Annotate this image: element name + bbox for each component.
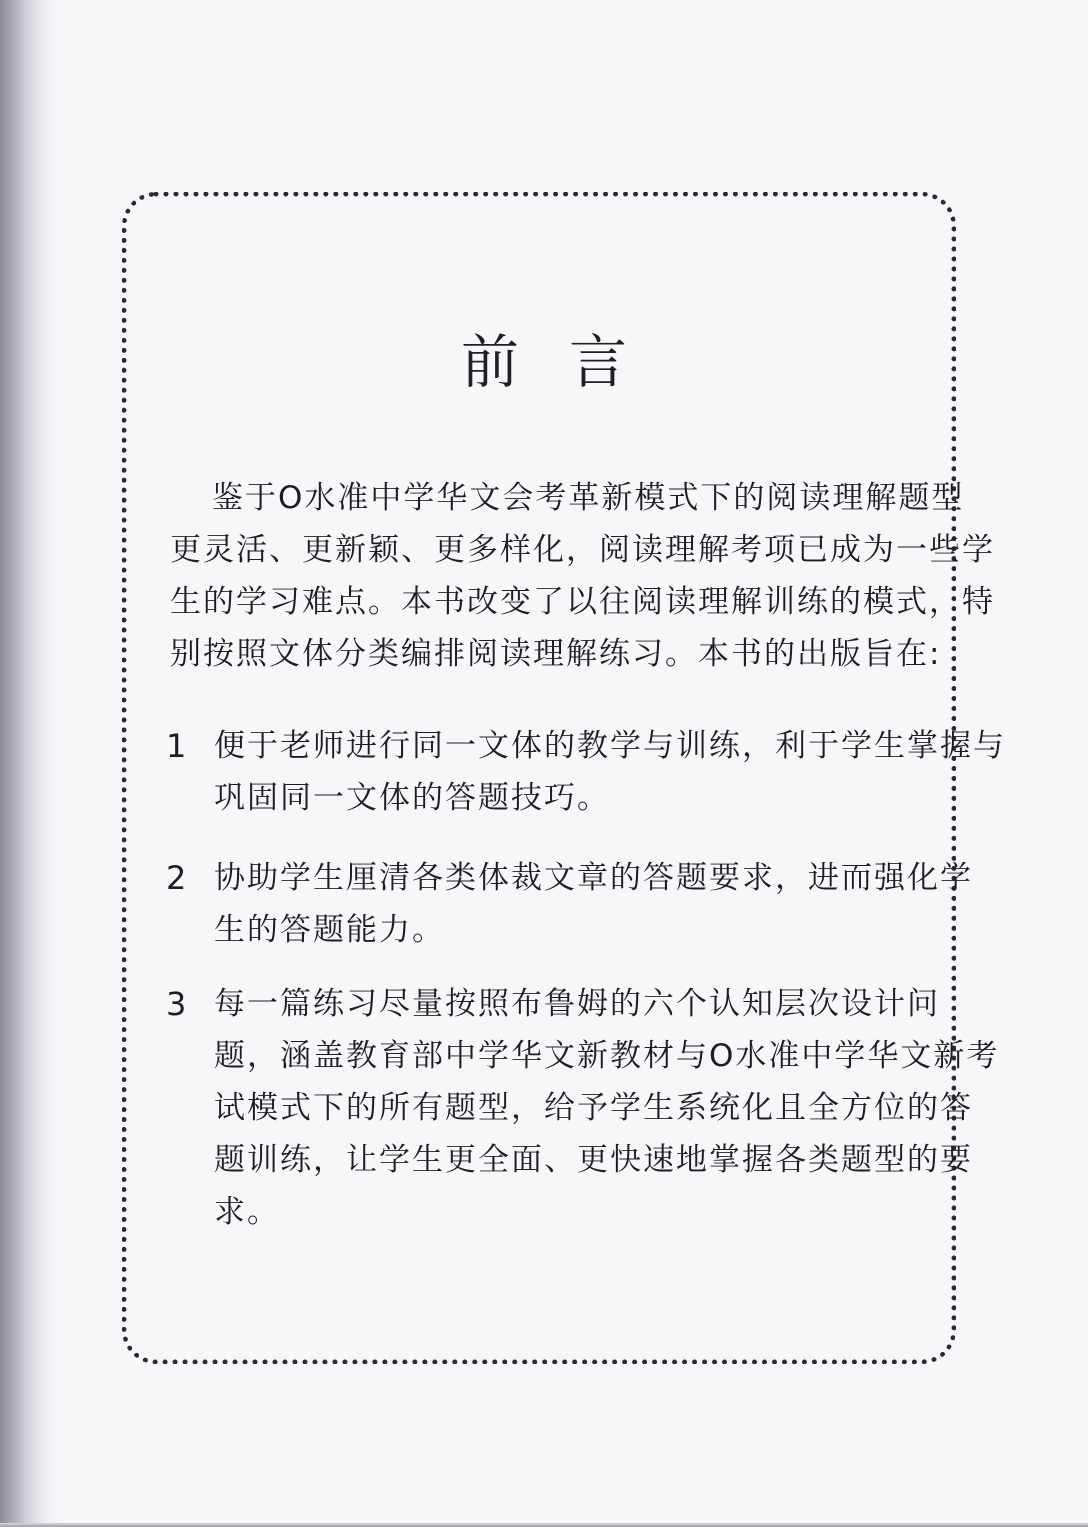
item-line: 便于老师进行同一文体的教学与训练，利于学生掌握与 <box>214 728 1006 764</box>
intro-line: 生的学习难点。本书改变了以往阅读理解训练的模式，特 <box>170 584 995 620</box>
intro-line: 别按照文体分类编排阅读理解练习。本书的出版旨在: <box>170 636 942 672</box>
item-line: 生的答题能力。 <box>214 912 445 948</box>
intro-line: 鉴于O水准中学华文会考革新模式下的阅读理解题型 <box>212 480 965 516</box>
item-text <box>214 720 1006 824</box>
intro-line: 更灵活、更新颖、更多样化，阅读理解考项已成为一些学 <box>170 532 995 568</box>
item-line: 题训练，让学生更全面、更快速地掌握各类题型的要 <box>214 1142 973 1178</box>
item-line: 求。 <box>214 1194 280 1230</box>
page-bottom-edge <box>0 1523 1088 1527</box>
item-number: 2 <box>166 859 187 897</box>
item-line: 每一篇练习尽量按照布鲁姆的六个认知层次设计问 <box>214 986 940 1022</box>
intro-paragraph <box>170 472 995 680</box>
item-text <box>214 978 1000 1238</box>
item-line: 题，涵盖教育部中学华文新教材与O水准中学华文新考 <box>214 1038 1000 1074</box>
page-title: 前言 <box>460 328 677 396</box>
item-line: 巩固同一文体的答题技巧。 <box>214 780 610 816</box>
item-line: 试模式下的所有题型，给予学生系统化且全方位的答 <box>214 1090 973 1126</box>
item-number: 1 <box>166 727 187 765</box>
item-line: 协助学生厘清各类体裁文章的答题要求，进而强化学 <box>214 860 973 896</box>
item-text <box>214 852 973 956</box>
book-spine-shadow <box>0 0 60 1527</box>
item-number: 3 <box>166 985 187 1023</box>
